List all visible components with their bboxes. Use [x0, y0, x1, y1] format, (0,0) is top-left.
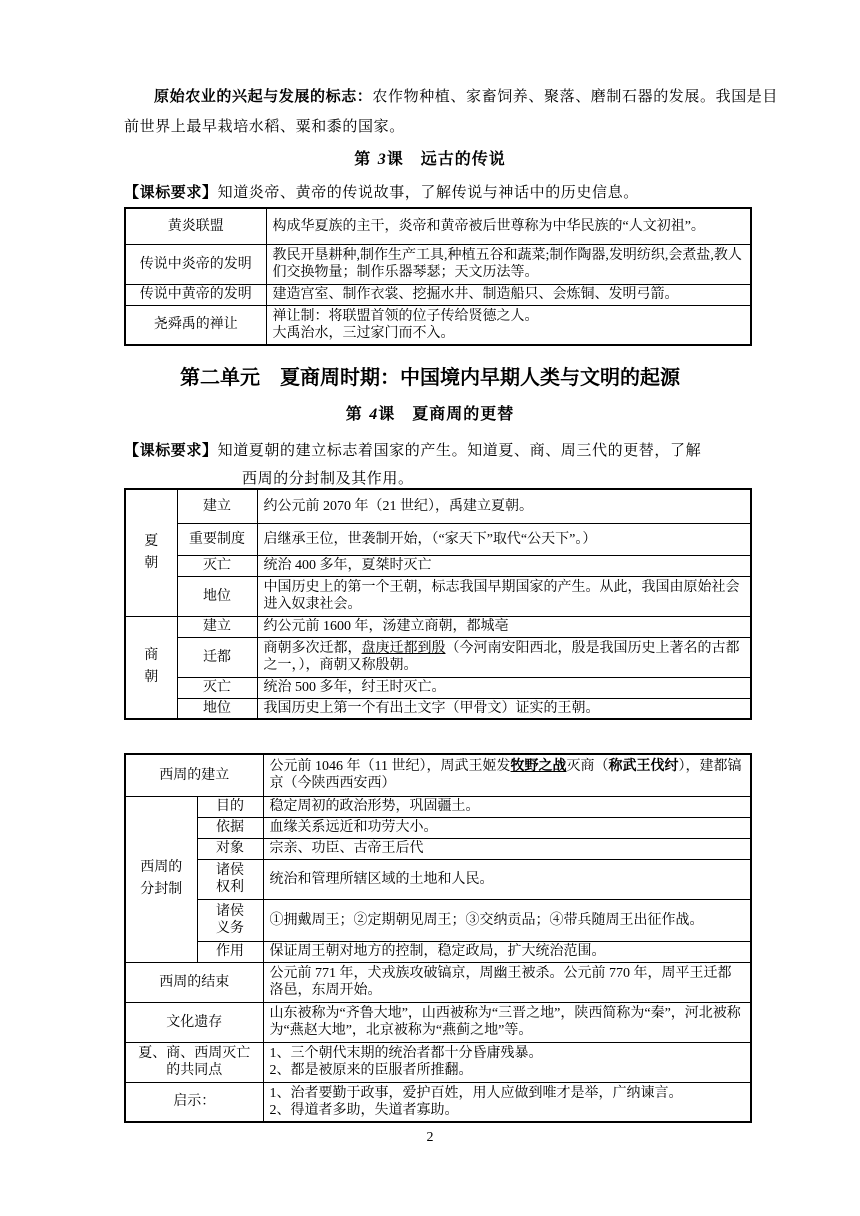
table-row [125, 555, 751, 576]
row-content: 启继承王位，世袭制开始，（“家天下”取代“公天下”。） [257, 523, 751, 555]
lesson3-title [0, 146, 860, 169]
row-content: 教民开垦耕种,制作生产工具,种植五谷和蔬菜;制作陶器,发明纺织,会煮盐,教人们交换物量；制作乐器琴瑟；天文历法等。 [266, 244, 751, 284]
shang-label [125, 616, 177, 719]
row-content-line: 1、三个朝代末期的统治者都十分昏庸残暴。 [269, 1046, 543, 1061]
table-row [125, 523, 751, 555]
row-content: 保证周王朝对地方的控制，稳定政局，扩大统治范围。 [263, 941, 751, 962]
table-row [125, 698, 751, 719]
row-label: 文化遗存 [125, 1002, 263, 1042]
table-row [125, 796, 751, 817]
row-content: 公元前 771 年，犬戎族攻破镐京，周幽王被杀。公元前 770 年，周平王迁都洛邑，东周开始。 [263, 962, 751, 1002]
row-content: 血缘关系远近和功劳大小。 [263, 817, 751, 838]
row-content: 统治和管理所辖区域的土地和人民。 [263, 859, 751, 899]
row-label: 黄炎联盟 [125, 208, 266, 244]
row-label [197, 899, 263, 941]
zhou-est-mid: 灭商（ [566, 759, 609, 775]
lesson4-title [0, 401, 860, 424]
row-content-line: 大禹治水，三过家门而不入。 [272, 325, 455, 341]
table-row [125, 305, 751, 345]
row-content [263, 1082, 751, 1122]
row-label: 传说中炎帝的发明 [125, 244, 266, 284]
row-content: 山东被称为“齐鲁大地”，山西被称为“三晋之地”，陕西简称为“秦”，河北被称为“燕赵大地”，北京被称为“燕蓟之地”等。 [263, 1002, 751, 1042]
zhou-est-post: ），建都镐京（今陕西西安西） [269, 759, 742, 792]
row-label-text: 夏、商、西周灭亡的共同点 [138, 1046, 251, 1078]
table-row [125, 637, 751, 677]
row-content [257, 637, 751, 677]
table-row [125, 962, 751, 1002]
table-row [125, 838, 751, 859]
move-capital-post: （今河南安阳西北，殷是我国历史上著名的古都之一，），商朝又称殷朝。 [263, 641, 740, 673]
move-capital-pre: 商朝多次迁都， [263, 641, 362, 656]
unit2-title: 第二单元 夏商周时期：中国境内早期人类与文明的起源 [180, 365, 680, 389]
row-label: 地位 [177, 576, 257, 616]
xia-shang-table [124, 488, 752, 720]
western-zhou-table [124, 753, 752, 1123]
row-label-text: 诸侯权利 [216, 863, 244, 895]
lesson3-req-text: 知道炎帝、黄帝的传说故事，了解传说与神话中的历史信息。 [217, 183, 639, 201]
muye-battle-underlined: 牧野之战 [510, 759, 567, 775]
lesson3-title-text: 课 远古的传说 [386, 149, 506, 168]
row-content-line: 禅让制：将联盟首领的位子传给贤德之人。 [272, 308, 539, 324]
lesson4-title-text: 课 夏商周的更替 [378, 404, 515, 423]
row-content [263, 1042, 751, 1082]
pangeng-move-underlined: 盘庚迁都到殷 [361, 641, 446, 656]
row-label: 重要制度 [177, 523, 257, 555]
row-content-line: 1、治者要勤于政事，爱护百姓，用人应做到唯才是举，广纳谏言。 [269, 1085, 683, 1101]
row-label: 西周的建立 [125, 754, 263, 796]
zhou-est-pre: 公元前 1046 年（11 世纪），周武王姬发 [269, 759, 511, 775]
page-number: 2 [426, 1130, 434, 1145]
table-row [125, 754, 751, 796]
table-row [125, 817, 751, 838]
shang-label-text: 商朝 [144, 648, 159, 686]
row-content [266, 305, 751, 345]
row-label: 作用 [197, 941, 263, 962]
row-content: 构成华夏族的主干，炎帝和黄帝被后世尊称为中华民族的“人文初祖”。 [266, 208, 751, 244]
lesson3-requirement [124, 178, 784, 206]
row-label: 建立 [177, 616, 257, 637]
table-row [125, 1002, 751, 1042]
row-label: 迁都 [177, 637, 257, 677]
table-row [125, 244, 751, 284]
row-label: 建立 [177, 489, 257, 523]
row-label: 对象 [197, 838, 263, 859]
table-row [125, 899, 751, 941]
table-row [125, 284, 751, 305]
row-content: 中国历史上的第一个王朝，标志我国早期国家的产生。从此，我国由原始社会进入奴隶社会。 [257, 576, 751, 616]
row-content-line: 2、得道者多助，失道者寡助。 [269, 1102, 459, 1118]
row-content: 我国历史上第一个有出土文字（甲骨文）证实的王朝。 [257, 698, 751, 719]
table-row [125, 859, 751, 899]
row-content: 约公元前 2070 年（21 世纪），禹建立夏朝。 [257, 489, 751, 523]
table-row [125, 1042, 751, 1082]
lesson3-title-number: 3 [377, 151, 387, 168]
row-label: 灭亡 [177, 677, 257, 698]
row-content: 统治 400 多年，夏桀时灭亡 [257, 555, 751, 576]
fenfeng-label [125, 796, 197, 962]
table-row [125, 576, 751, 616]
row-content: 统治 500 多年，纣王时灭亡。 [257, 677, 751, 698]
intro-paragraph [124, 81, 780, 141]
row-label [197, 859, 263, 899]
row-content-line: 2、都是被原来的臣服者所推翻。 [269, 1063, 473, 1078]
intro-text: 农作物种植、家畜饲养、聚落、磨制石器的发展。我国是目前世界上最早栽培水稻、粟和黍的国家。 [124, 87, 779, 135]
table-row [125, 1082, 751, 1122]
row-content: 宗亲、功臣、古帝王后代 [263, 838, 751, 859]
lesson4-requirement [124, 436, 784, 492]
intro-heading: 原始农业的兴起与发展的标志： [154, 87, 373, 105]
row-content: 稳定周初的政治形势，巩固疆土。 [263, 796, 751, 817]
row-label: 地位 [177, 698, 257, 719]
row-label [125, 1042, 263, 1082]
lesson4-title-number: 4 [369, 406, 379, 423]
row-label: 传说中黄帝的发明 [125, 284, 266, 305]
lesson3-req-tag: 【课标要求】 [124, 183, 218, 201]
fenfeng-label-text: 西周的分封制 [140, 860, 183, 897]
table-row [125, 208, 751, 244]
row-content: ①拥戴周王；②定期朝见周王；③交纳贡品；④带兵随周王出征作战。 [263, 899, 751, 941]
row-label: 灭亡 [177, 555, 257, 576]
lesson4-title-prefix: 第 [345, 404, 363, 423]
xia-label-text: 夏朝 [144, 533, 159, 571]
lesson3-table [124, 207, 752, 346]
table-row [125, 677, 751, 698]
row-content: 约公元前 1600 年，汤建立商朝，都城亳 [257, 616, 751, 637]
lesson4-req-text: 知道夏朝的建立标志着国家的产生。知道夏、商、周三代的更替，了解 [217, 441, 702, 459]
wuwang-fazhou-bold: 称武王伐纣 [608, 759, 679, 775]
row-label-text: 诸侯义务 [216, 904, 244, 936]
lesson3-title-prefix: 第 [354, 149, 372, 168]
table-row [125, 941, 751, 962]
row-label: 西周的结束 [125, 962, 263, 1002]
row-label: 尧舜禹的禅让 [125, 305, 266, 345]
lesson4-req-text-cont: 西周的分封制及其作用。 [242, 469, 414, 487]
xia-label [125, 489, 177, 616]
row-content [263, 754, 751, 796]
row-label: 目的 [197, 796, 263, 817]
row-label: 启示： [125, 1082, 263, 1122]
table-row [125, 489, 751, 523]
row-content: 建造宫室、制作衣裳、挖掘水井、制造船只、会炼铜、发明弓箭。 [266, 284, 751, 305]
row-label: 依据 [197, 817, 263, 838]
lesson4-req-tag: 【课标要求】 [124, 441, 218, 459]
table-row [125, 616, 751, 637]
